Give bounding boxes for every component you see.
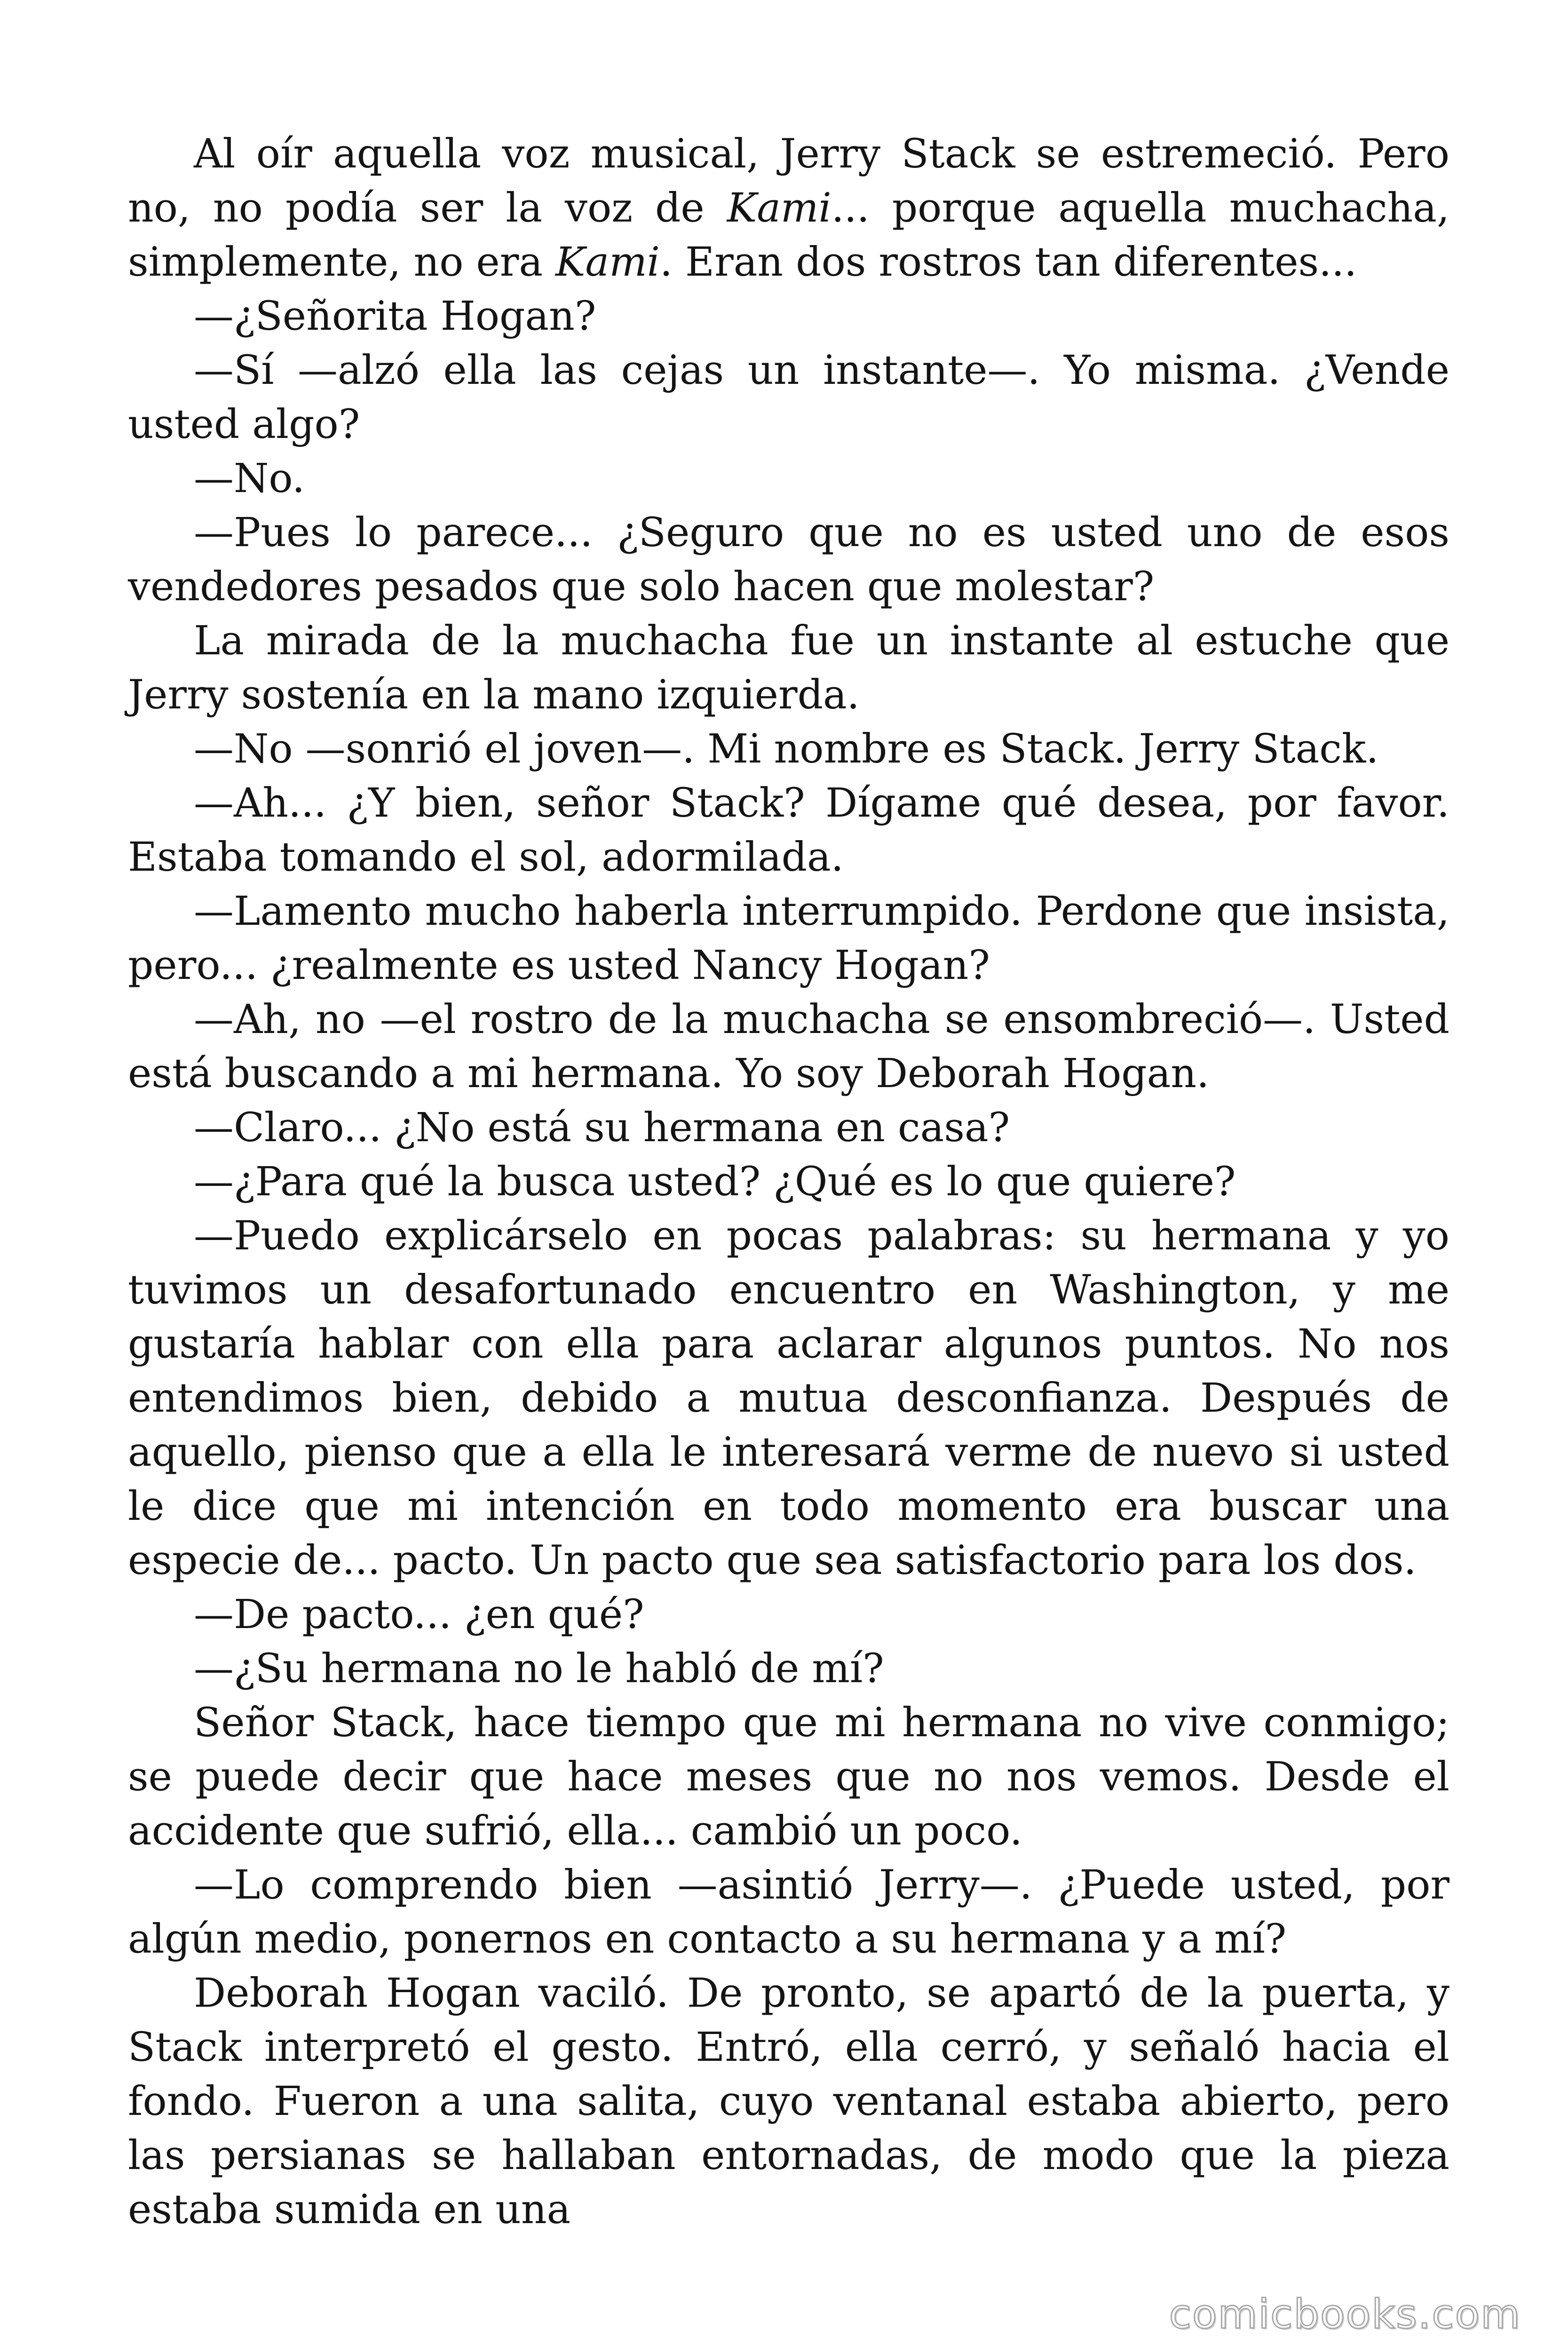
text-run: —Sí —alzó ella las cejas un instante—. Yo misma. ¿Vende usted algo?	[128, 347, 1449, 448]
paragraph	[128, 884, 1449, 993]
paragraph	[128, 289, 1449, 343]
text-run: —Lo comprendo bien —asintió Jerry—. ¿Puede usted, por algún medio, ponernos en contacto a su hermana y a mí?	[128, 1862, 1449, 1963]
text-run: ... porque aquella muchacha, simplemente, no era	[128, 185, 1449, 286]
text-run: —No.	[194, 455, 305, 502]
italic-text: Kami	[727, 185, 832, 231]
paragraph	[128, 722, 1449, 776]
text-run: —No —sonrió el joven—. Mi nombre es Stack. Jerry Stack.	[194, 726, 1379, 772]
paragraph	[128, 127, 1449, 289]
text-run: . Eran dos rostros tan diferentes...	[660, 239, 1357, 286]
watermark: comicbooks.com	[1169, 2291, 1521, 2338]
text-run: —Puedo explicárselo en pocas palabras: su hermana y yo tuvimos un desafortunado encuentro en Washington, y me gustaría hablar con ella para aclarar algunos puntos. No nos entendimos bien, debido a mutua desconfianza. Después de aquello, pienso que a ella le interesará verme de nuevo si usted le dice que mi intención en todo momento era buscar una especie de... pacto. Un pacto que sea satisfactorio para los dos.	[128, 1213, 1449, 1584]
paragraph	[128, 776, 1449, 884]
text-run: —¿Su hermana no le habló de mí?	[194, 1645, 884, 1692]
text-run: —Claro... ¿No está su hermana en casa?	[194, 1104, 1010, 1151]
text-run: —¿Señorita Hogan?	[194, 293, 596, 340]
text-run: —Ah, no —el rostro de la muchacha se ensombreció—. Usted está buscando a mi hermana. Yo soy Deborah Hogan.	[128, 996, 1449, 1097]
paragraph	[128, 1642, 1449, 1696]
text-run: Señor Stack, hace tiempo que mi hermana no vive conmigo; se puede decir que hace meses que no nos vemos. Desde el accidente que sufrió, ella... cambió un poco.	[128, 1700, 1449, 1854]
body-text	[128, 127, 1449, 2237]
italic-text: Kami	[555, 239, 660, 286]
text-run: —Ah... ¿Y bien, señor Stack? Dígame qué desea, por favor. Estaba tomando el sol, adormilada.	[128, 780, 1449, 881]
paragraph	[128, 1209, 1449, 1588]
text-run: —De pacto... ¿en qué?	[194, 1591, 644, 1638]
paragraph	[128, 1858, 1449, 1966]
paragraph	[128, 993, 1449, 1101]
paragraph	[128, 1588, 1449, 1642]
text-run: La mirada de la muchacha fue un instante al estuche que Jerry sostenía en la mano izquierda.	[128, 618, 1449, 718]
paragraph	[128, 452, 1449, 506]
paragraph	[128, 1696, 1449, 1858]
paragraph	[128, 343, 1449, 452]
text-run: —¿Para qué la busca usted? ¿Qué es lo que quiere?	[194, 1159, 1236, 1205]
text-run: —Pues lo parece... ¿Seguro que no es usted uno de esos vendedores pesados que solo hacen que molestar?	[128, 509, 1449, 610]
text-run: Al oír aquella voz musical, Jerry Stack se estremeció. Pero no, no podía ser la voz de	[128, 131, 1449, 231]
paragraph	[128, 1101, 1449, 1155]
paragraph	[128, 1155, 1449, 1209]
text-run: Deborah Hogan vaciló. De pronto, se apartó de la puerta, y Stack interpretó el gesto. Entró, ella cerró, y señaló hacia el fondo. Fueron a una salita, cuyo ventanal estaba abierto, pero las persianas se hallaban entornadas, de modo que la pieza estaba sumida en una	[128, 1970, 1449, 2233]
paragraph	[128, 1966, 1449, 2237]
paragraph	[128, 614, 1449, 722]
text-run: —Lamento mucho haberla interrumpido. Perdone que insista, pero... ¿realmente es usted Nancy Hogan?	[128, 888, 1449, 989]
paragraph	[128, 506, 1449, 614]
